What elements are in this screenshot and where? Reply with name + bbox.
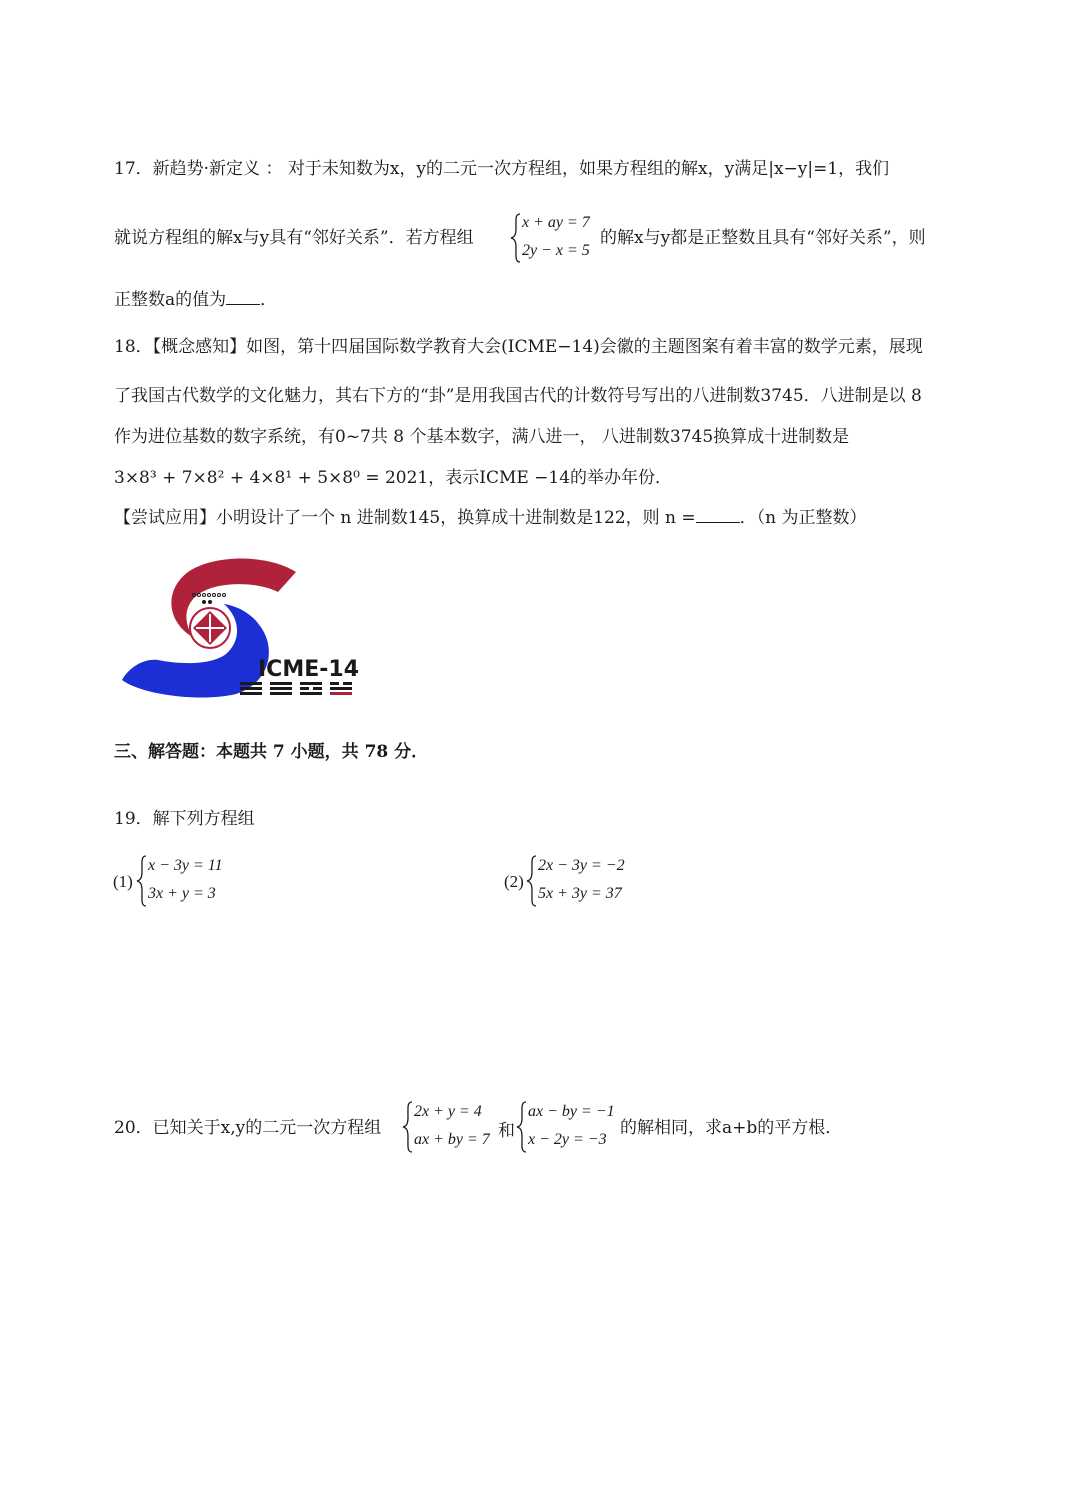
q20-text-post: 的解相同，求a+b的平方根． (620, 1118, 843, 1138)
q19-part-1-eq-1: x − 3y = 11 (148, 857, 223, 874)
q19-part-2-system (526, 854, 656, 908)
q17-line-3-text: 正整数a的值为 (114, 290, 227, 310)
section-3-heading: 三、解答题：本题共 7 小题，共 78 分． (114, 742, 429, 762)
q19-part-1-label: (1) (113, 872, 133, 891)
left-brace-icon (516, 1100, 528, 1154)
icme-14-logo (118, 556, 368, 704)
q19-part-2-eq-1: 2x − 3y = −2 (538, 857, 625, 874)
q17-system-eq-1: x + ay = 7 (522, 214, 590, 231)
q17-line-3 (114, 288, 277, 312)
q18-line-5-end: ．（n 为正整数） (739, 508, 867, 528)
q17-line-2-post: 的解x与y都是正整数且具有“邻好关系”，则 (600, 228, 926, 248)
q19-part-1-system (136, 854, 256, 908)
q18-line-4: 3×8³ + 7×8² + 4×8¹ + 5×8⁰ = 2021，表示ICME −14的举办年份． (114, 468, 673, 488)
q18-line-5 (114, 506, 867, 530)
q18-line-5-text: 【尝试应用】小明设计了一个 n 进制数145，换算成十进制数是122，则 n = (114, 508, 696, 528)
q17-line-1: 17．新趋势·新定义 ： 对于未知数为x，y的二元一次方程组，如果方程组的解x，y满足|x−y|=1，我们 (114, 159, 890, 179)
q20-system-2-eq-2: x − 2y = −3 (528, 1131, 607, 1148)
q17-line-2-pre: 就说方程组的解x与y具有“邻好关系”．若方程组 (114, 228, 474, 248)
q18-answer-blank (696, 522, 740, 523)
q20-system-2 (516, 1100, 628, 1154)
q19-part-1-eq-2: 3x + y = 3 (148, 885, 216, 902)
logo-counting-dots (193, 594, 226, 597)
q20-system-2-eq-1: ax − by = −1 (528, 1103, 615, 1120)
q19-title: 19．解下列方程组 (114, 809, 255, 829)
left-brace-icon (510, 212, 522, 264)
q17-answer-blank (226, 304, 260, 305)
q18-line-3: 作为进位基数的数字系统，有0~7共 8 个基本数字，满八进一， 八进制数3745换算成十进制数是 (114, 427, 850, 447)
q20-system-1-eq-1: 2x + y = 4 (414, 1103, 482, 1120)
q19-part-2-label: (2) (504, 872, 524, 891)
left-brace-icon (402, 1100, 414, 1154)
q17-line-3-end: ． (260, 290, 278, 310)
q20-system-1 (402, 1100, 502, 1154)
q18-line-2: 了我国古代数学的文化魅力，其右下方的“卦”是用我国古代的计数符号写出的八进制数3745．八进制是以 8 (114, 386, 922, 406)
q19-part-2-eq-2: 5x + 3y = 37 (538, 885, 622, 902)
logo-text: ICME-14 (258, 657, 359, 682)
q20-text-mid: 和 (498, 1121, 515, 1141)
q17-system-eq-2: 2y − x = 5 (522, 242, 590, 259)
q20-system-1-eq-2: ax + by = 7 (414, 1131, 490, 1148)
left-brace-icon (526, 854, 538, 908)
q18-line-1: 18．【概念感知】如图，第十四届国际数学教育大会(ICME−14)会徽的主题图案有着丰富的数学元素，展现 (114, 337, 923, 357)
q20-text-pre: 20．已知关于x,y的二元一次方程组 (114, 1118, 382, 1138)
left-brace-icon (136, 854, 148, 908)
q17-equation-system (510, 212, 610, 264)
